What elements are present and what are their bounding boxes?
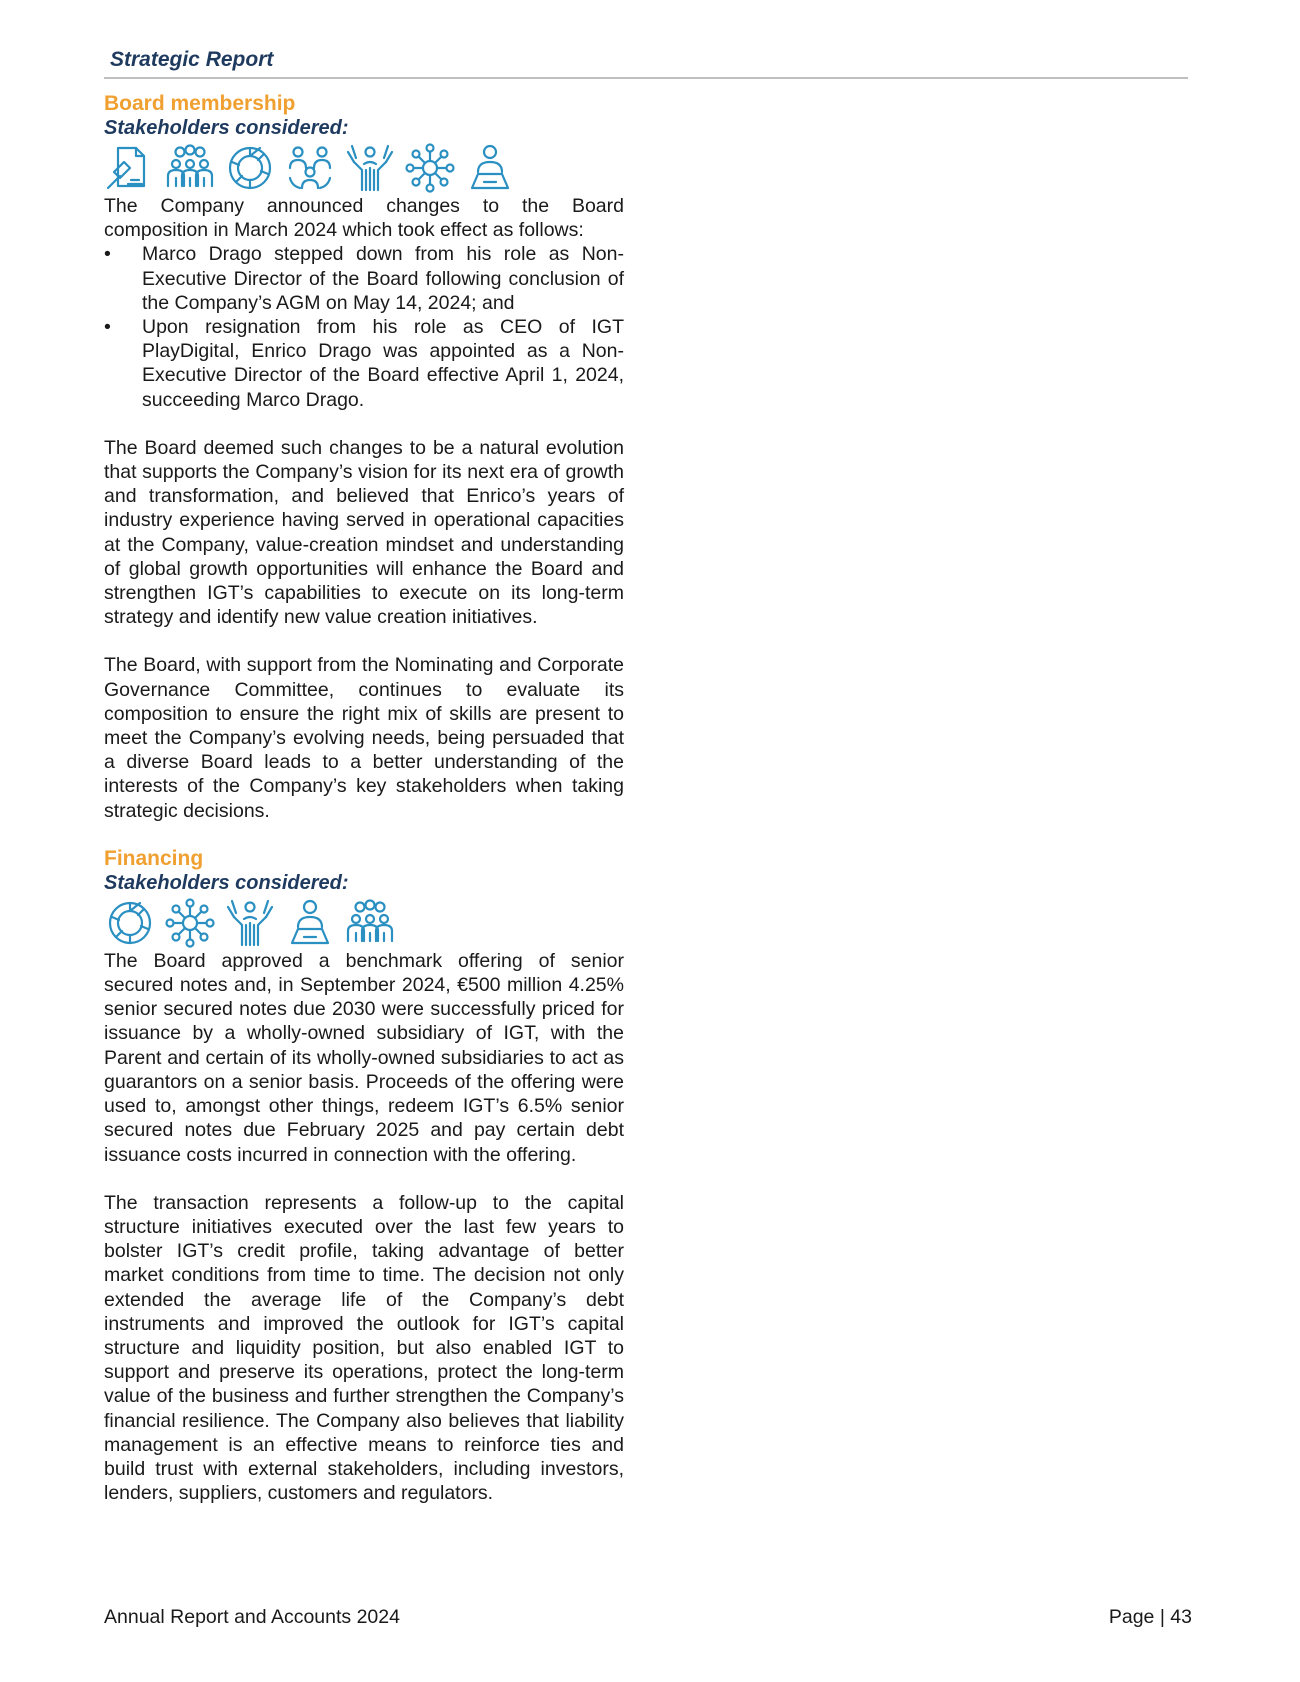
players-hands-raised-icon — [344, 142, 396, 194]
bullet-glyph: • — [104, 316, 111, 339]
investors-pie-chart-icon — [104, 897, 156, 949]
bullet-glyph: • — [104, 243, 111, 266]
header-title: Strategic Report — [110, 48, 274, 71]
list-item-text: Upon resignation from his role as CEO of IGT PlayDigital, Enrico Drago was appointed as a Non-Executive Director of the Board effective April 1, 2024, succeeding Marco Drago. — [142, 316, 624, 411]
section-financing — [104, 847, 624, 1505]
body-paragraph: The Board approved a benchmark offering of senior secured notes and, in September 2024, €500 million 4.25% senior secured notes due 2030 were successfully priced for issuance by a wholly-owned subsidiary of IGT, with the Parent and certain of its wholly-owned subsidiaries to act as guarantors on a senior basis. Proceeds of the offering were used to, amongst other things, redeem IGT’s 6.5% senior secured notes due February 2025 and pay certain debt issuance costs incurred in connection with the offering. — [104, 949, 624, 1166]
employees-group-icon — [164, 142, 216, 194]
customers-person-laptop-icon — [464, 142, 516, 194]
stakeholder-icon-row — [104, 142, 624, 194]
communities-network-icon — [284, 142, 336, 194]
suppliers-network-icon — [404, 142, 456, 194]
investors-pie-chart-icon — [224, 142, 276, 194]
suppliers-network-icon — [164, 897, 216, 949]
stakeholders-label: Stakeholders considered: — [104, 871, 349, 894]
main-column — [104, 92, 624, 1505]
section-title: Financing — [104, 846, 204, 870]
list-item-text: Marco Drago stepped down from his role as Non-Executive Director of the Board following conclusion of the Company’s AGM on May 14, 2024; and — [142, 243, 624, 314]
customers-person-laptop-icon — [284, 897, 336, 949]
stakeholders-label: Stakeholders considered: — [104, 117, 349, 139]
body-paragraph: The Board deemed such changes to be a natural evolution that supports the Company’s vision for its next era of growth and transformation, and believed that Enrico’s years of industry experience having served in operational capacities at the Company, value-creation mindset and understanding of global growth opportunities will enhance the Board and strengthen IGT’s capabilities to execute on its long-term strategy and identify new value creation initiatives. — [104, 436, 624, 629]
list-item — [104, 242, 624, 315]
players-hands-raised-icon — [224, 897, 276, 949]
bullet-list — [104, 242, 624, 411]
section-board-membership — [104, 92, 624, 823]
stakeholder-icon-row — [104, 897, 624, 949]
footer-report-title: Annual Report and Accounts 2024 — [104, 1606, 400, 1628]
header-rule — [104, 77, 1188, 79]
section-title: Board membership — [104, 92, 296, 115]
regulators-gavel-icon — [104, 142, 156, 194]
body-paragraph: The Board, with support from the Nominating and Corporate Governance Committee, continues to evaluate its composition to ensure the right mix of skills are present to meet the Company’s evolving needs, being persuaded that a diverse Board leads to a better understanding of the interests of the Company’s key stakeholders when taking strategic decisions. — [104, 654, 624, 822]
body-paragraph: The transaction represents a follow-up to the capital structure initiatives executed over the last few years to bolster IGT’s credit profile, taking advantage of better market conditions from time to time. The decision not only extended the average life of the Company’s debt instruments and improved the outlook for IGT’s capital structure and liquidity position, but also enabled IGT to support and preserve its operations, protect the long-term value of the business and further strengthen the Company’s financial resilience. The Company also believes that liability management is an effective means to reinforce ties and build trust with external stakeholders, including investors, lenders, suppliers, customers and regulators. — [104, 1191, 624, 1505]
list-item — [104, 315, 624, 412]
employees-group-icon — [344, 897, 396, 949]
footer-page-number: Page | 43 — [1108, 1606, 1192, 1628]
intro-paragraph: The Company announced changes to the Board composition in March 2024 which took effect as follows: — [104, 195, 624, 242]
